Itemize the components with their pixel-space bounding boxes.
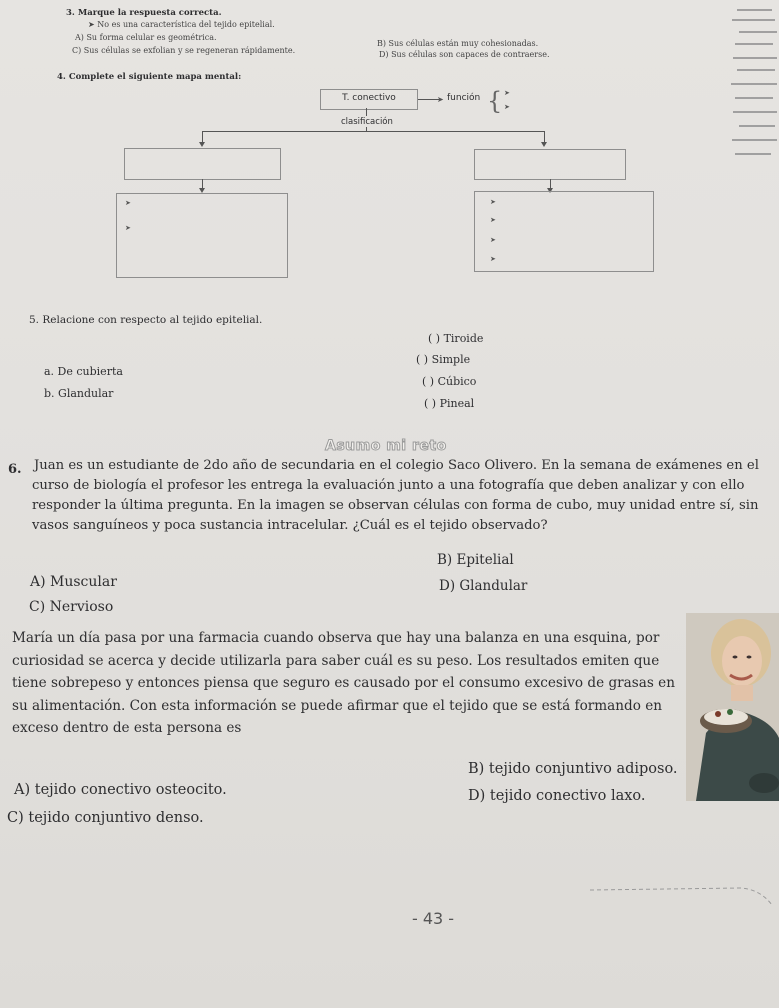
mindmap-right-blank-box[interactable] [474, 149, 626, 180]
q3-option-a: A) Su forma celular es geométrica. [75, 33, 217, 42]
woman-photo [686, 613, 779, 801]
bullet-arrow-icon: ➤ [125, 199, 131, 207]
q4-title: 4. Complete el siguiente mapa mental: [57, 72, 242, 82]
mindmap-connector [202, 131, 203, 143]
bullet-arrow-icon: ➤ [504, 103, 510, 111]
q5-right-item: ( ) Cúbico [422, 375, 477, 388]
q6-option-a: A) Muscular [30, 574, 117, 590]
q3-option-b: B) Sus células están muy cohesionadas. [377, 39, 539, 48]
q7-option-c: C) tejido conjuntivo denso. [7, 810, 204, 826]
bullet-arrow-icon: ➤ [125, 224, 131, 232]
section-heading: Asumo mi reto [325, 438, 447, 454]
bullet-arrow-icon: ➤ [504, 89, 510, 97]
mindmap-left-blank-box[interactable] [124, 148, 281, 180]
q5-right-item: ( ) Pineal [424, 397, 475, 410]
pencil-mark [590, 880, 779, 920]
q7-option-b: B) tejido conjuntivo adiposo. [468, 761, 678, 777]
q7-text: María un día pasa por una farmacia cuando observa que hay una balanza en una esquina, por curiosidad se acerca y decide utilizarla para saber cuál es su peso. Los resultados emiten que tiene sobrepeso y entonces piensa que seguro es causado por el consumo excesivo de grasas en su alimentación. Con esta información se puede afirmar que el tejido que se está formando en exceso dentro de esta persona es [12, 630, 675, 736]
bullet-arrow-icon: ➤ [490, 198, 496, 206]
mindmap-connector [366, 108, 367, 116]
notebook-edge-marks [727, 0, 779, 200]
q6-option-b: B) Epitelial [437, 552, 514, 568]
brace-icon: { [487, 87, 503, 115]
q5-right-item: ( ) Simple [416, 353, 471, 366]
mindmap-left-list-box[interactable] [116, 193, 288, 278]
q5-left-item: b. Glandular [44, 387, 114, 400]
woman-illustration [686, 613, 779, 801]
q7-option-d: D) tejido conectivo laxo. [468, 788, 646, 804]
q3-option-d: D) Sus células son capaces de contraerse. [379, 50, 550, 59]
q3-statement: ➤ No es una característica del tejido epitelial. [88, 20, 275, 29]
q6-option-d: D) Glandular [439, 578, 528, 594]
q6-text: Juan es un estudiante de 2do año de secundaria en el colegio Saco Olivero. En la semana de exámenes en el curso de biología el profesor les entrega la evaluación junto a una fotografía que deben analizar y con ello responder la última pregunta. En la imagen se observan células con forma de cubo, muy unidad entre sí, sin vasos sanguíneos y poca sustancia intracelular. ¿Cuál es el tejido observado? [32, 458, 759, 533]
page-number: - 43 - [412, 909, 455, 928]
mindmap-function-label: función [447, 93, 481, 103]
q6-number: 6. [8, 462, 22, 477]
mindmap-connector [202, 179, 203, 189]
q5-title: 5. Relacione con respecto al tejido epitelial. [29, 314, 263, 326]
mindmap-connector [544, 131, 545, 143]
q7-option-a: A) tejido conectivo osteocito. [14, 782, 227, 798]
arrow-right-icon: ➤ [437, 95, 444, 104]
q6-option-c: C) Nervioso [29, 599, 114, 615]
mindmap-classification-label: clasificación [341, 117, 393, 127]
mindmap-right-list-box[interactable] [474, 191, 654, 272]
q5-left-item: a. De cubierta [44, 365, 123, 378]
mindmap-connector [550, 179, 551, 189]
mindmap-root-box [320, 89, 418, 110]
bullet-arrow-icon: ➤ [490, 216, 496, 224]
mindmap-branch-line [202, 131, 545, 132]
bullet-arrow-icon: ➤ [490, 236, 496, 244]
q5-right-item: ( ) Tiroide [428, 332, 484, 345]
bullet-arrow-icon: ➤ [490, 255, 496, 263]
q3-title: 3. Marque la respuesta correcta. [66, 8, 222, 18]
mindmap-root-label: T. conectivo [342, 93, 396, 103]
q3-option-c: C) Sus células se exfolian y se regeneran rápidamente. [72, 46, 296, 55]
